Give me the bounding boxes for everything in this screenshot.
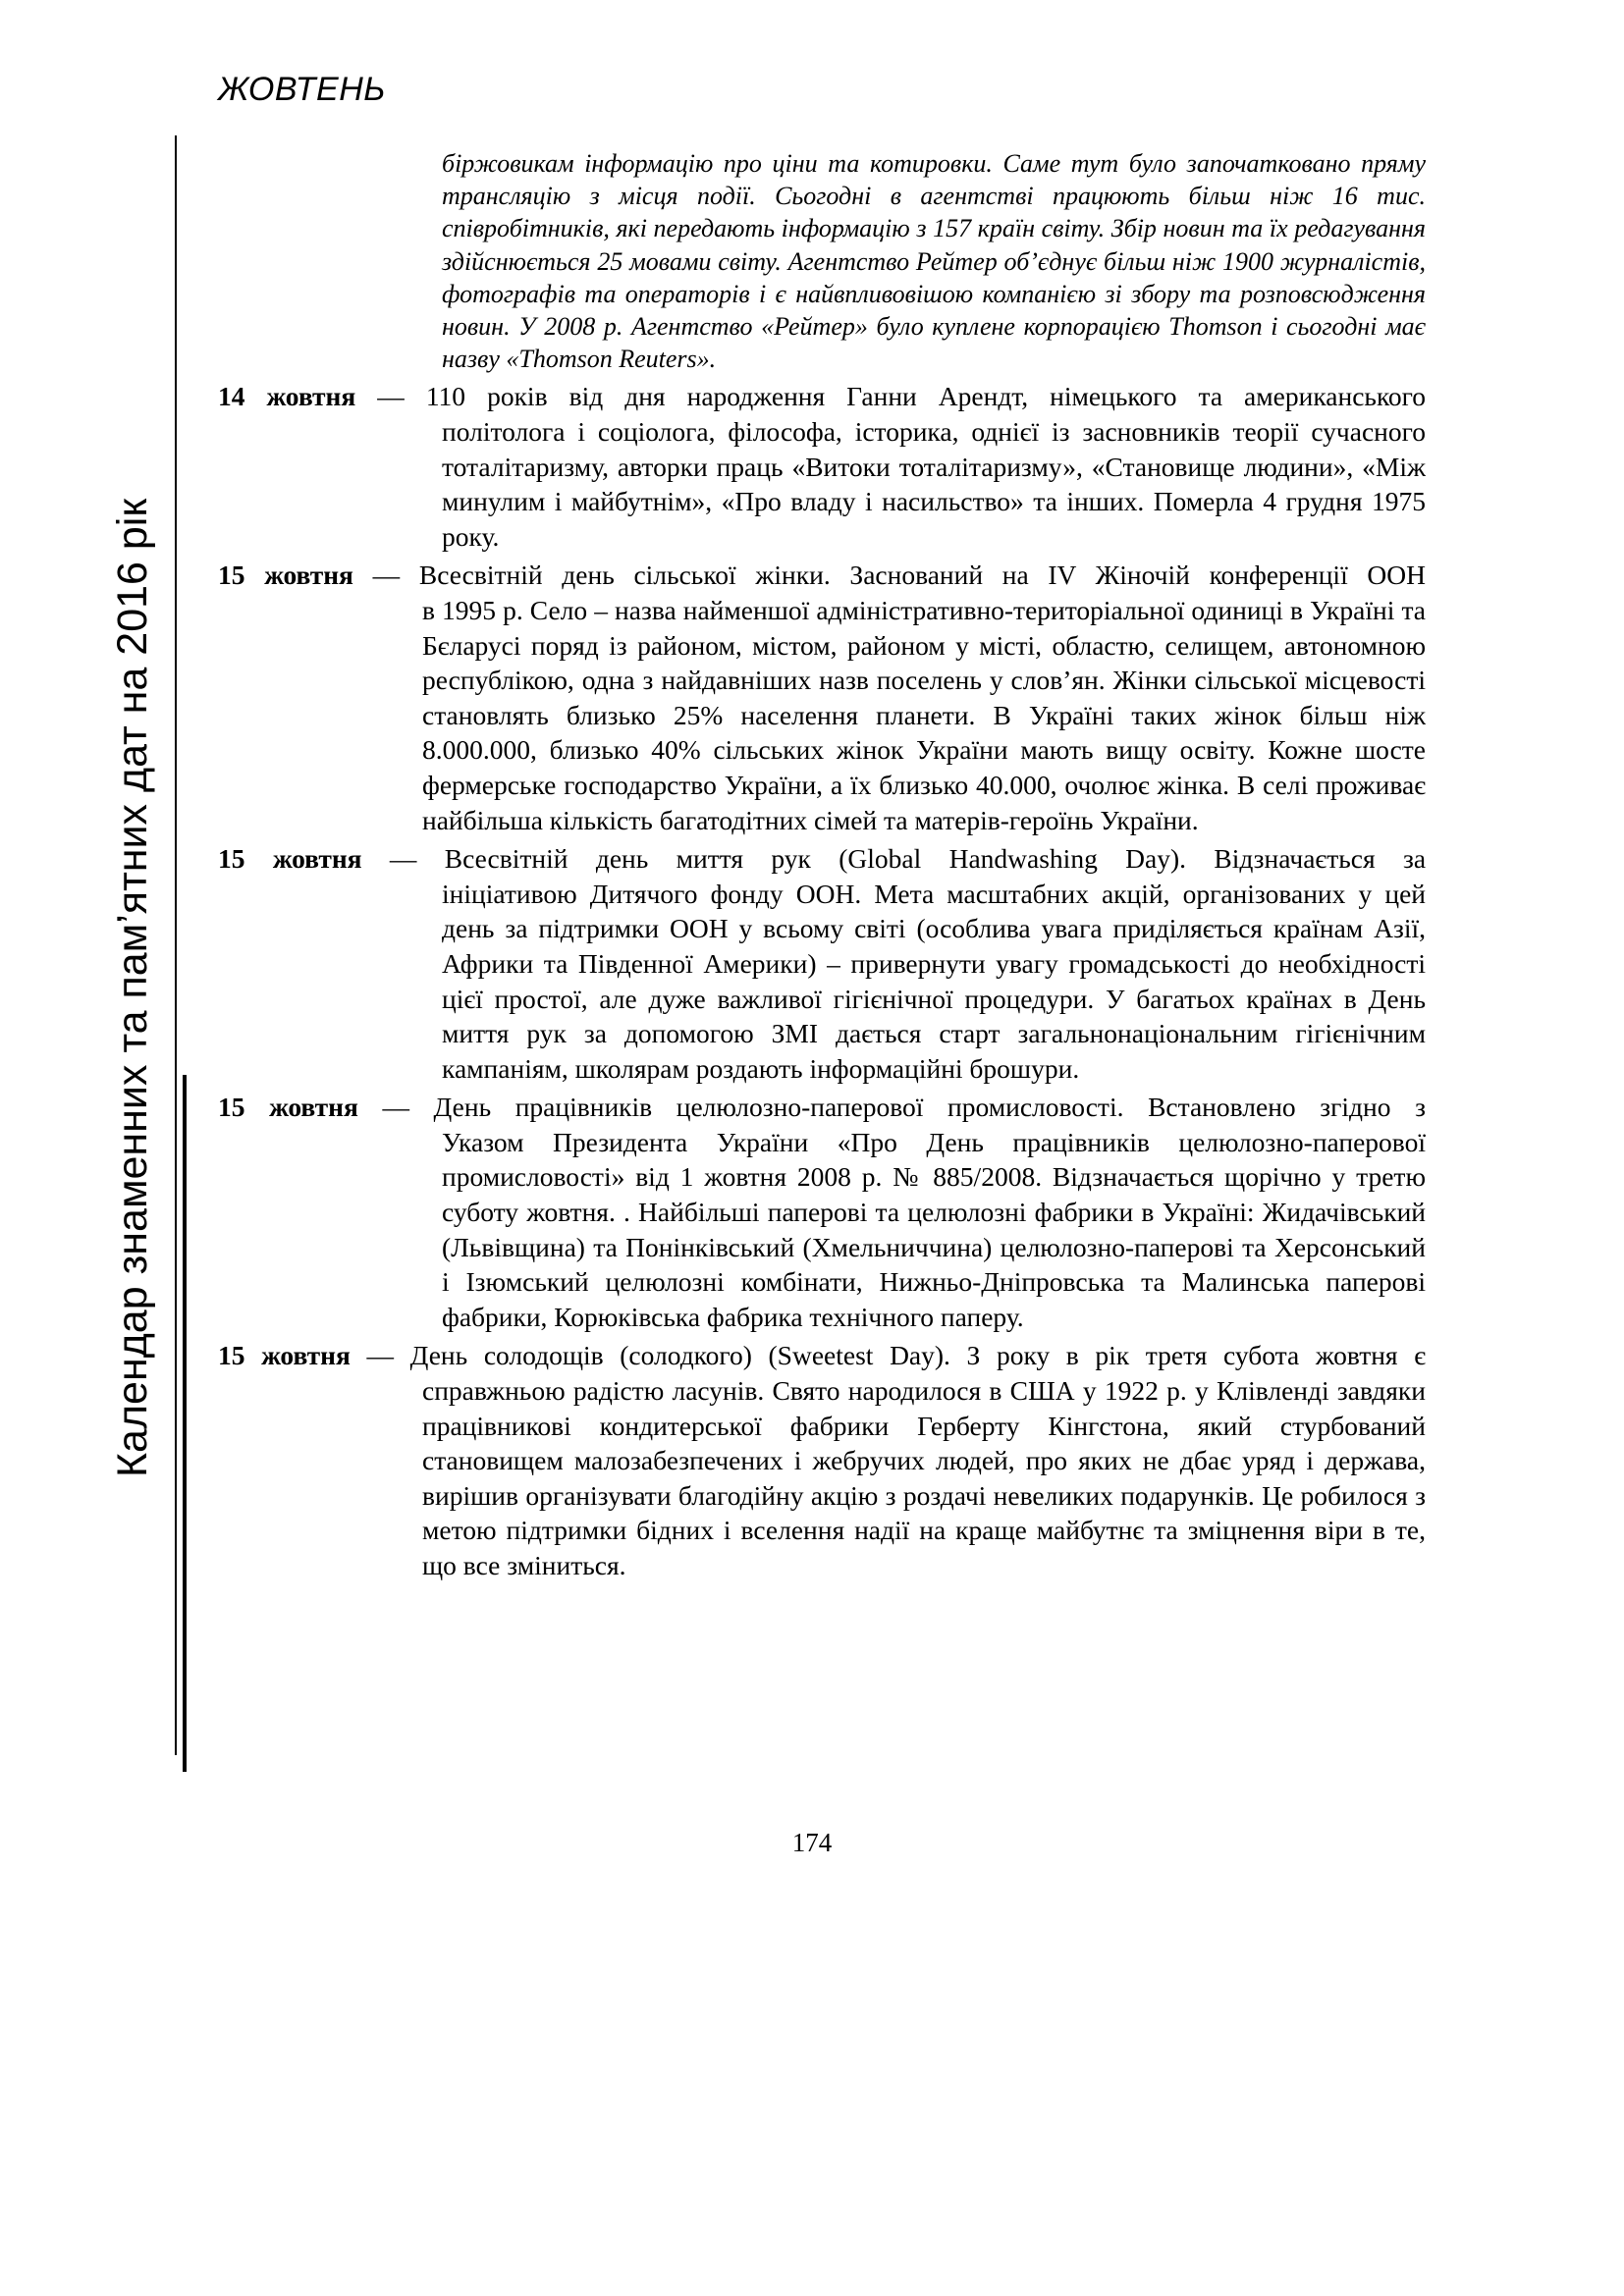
entry-date: 15 жовтня xyxy=(218,560,353,591)
running-header: ЖОВТЕНЬ xyxy=(218,71,386,108)
calendar-entry xyxy=(218,1090,1426,1334)
side-title-container xyxy=(103,437,162,1477)
entry-date: 14 жовтня xyxy=(218,381,356,412)
entry-lead-text: 110 років від дня народження Ганни Арендт, німецького та американського xyxy=(425,381,1427,412)
entry-dash: — xyxy=(352,560,419,591)
entry-lead-text: День солодощів (солодкого) (Sweetest Day). З року в рік третя субота жовтня є xyxy=(409,1340,1427,1371)
entry-body: в 1995 р. Село – назва найменшої адміністративно-територіальної одиниці в Україні та Бєларусі поряд із районом, містом, районом у місті, областю, селищем, автономною республікою, одна з найдавніших назв поселень у слов’ян. Жінки сільської місцевості становлять близько 25% населення планети. В Україні таких жінок більш ніж 8.000.000, близько 40% сільських жінок України мають вищу освіту. Кожне шосте фермерське господарство України, а їх близько 40.000, очолює жінка. В селі проживає найбільша кількість багатодітних сімей та матерів-героїнь України. xyxy=(422,594,1426,835)
entry-first-line xyxy=(218,1090,1426,1125)
entry-first-line xyxy=(218,1338,1426,1373)
entry-head xyxy=(218,1340,410,1370)
entry-lead-text: Всесвітній день миття рук (Global Handwashing Day). Відзначається за xyxy=(444,843,1427,875)
entry-head xyxy=(218,381,426,411)
entry-first-line xyxy=(218,841,1426,877)
entry-lead-text: День працівників целюлозно-паперової промисловості. Встановлено згідно з xyxy=(433,1092,1426,1123)
entry-dash: — xyxy=(355,381,426,412)
entry-head xyxy=(218,843,445,874)
entry-date: 15 жовтня xyxy=(218,843,362,875)
entry-body: Указом Президента України «Про День працівників целюлозно-паперової промисловості» від 1 жовтня 2008 р. № 885/2008. Відзначається щорічно у третю суботу жовтня. . Найбільші паперові та целюлозні фабрики в Україні: Жидачівський (Львівщина) та Понінківський (Хмельниччина) целюлозно-паперові та Херсонський і Ізюмський целюлозні комбінати, Нижньо-Дніпровська та Малинська паперові фабрики, Корюківська фабрика технічного паперу. xyxy=(442,1126,1426,1332)
page-body xyxy=(218,147,1426,1587)
calendar-entry xyxy=(218,1338,1426,1582)
entry-dash: — xyxy=(357,1092,434,1123)
calendar-entry xyxy=(218,379,1426,554)
intro-paragraph: біржовикам інформацію про ціни та котировки. Саме тут було започатковано пряму трансляцію з місця події. Сьогодні в агентстві працюють більш ніж 16 тис. співробітників, які передають інформацію з 157 країн світу. Збір новин та їх редагування здійснюється 25 мовами світу. Агентство Рейтер об’єднує більш ніж 1900 журналістів, фотографів та операторів і є найвпливовішою компанією зі збору та розповсюдження новин. У 2008 р. Агентство «Рейтер» було куплене корпорацією Thomson і сьогодні має назву «Thomson Reuters». xyxy=(442,149,1426,374)
calendar-entry xyxy=(218,558,1426,837)
book-title-vertical: Календар знаменних та пам’ятних дат на 2016 рік xyxy=(109,498,156,1477)
calendar-entry xyxy=(218,841,1426,1086)
entry-body: політолога і соціолога, філософа, історика, однієї із засновників теорії сучасного тоталітаризму, авторки праць «Витоки тоталітаризму», «Становище людини», «Між минулим і майбутнім», «Про владу і насильство» та інших. Померла 4 грудня 1975 року. xyxy=(442,416,1426,552)
entry-date: 15 жовтня xyxy=(218,1092,358,1123)
entry-date: 15 жовтня xyxy=(218,1340,351,1371)
margin-rule-thin xyxy=(175,135,177,1755)
entry-body: ініціативою Дитячого фонду ООН. Мета масштабних акцій, організованих у цей день за підтримки ООН у всьому світі (особлива увага приділяється країнам Азії, Африки та Південної Америки) – привернути увагу громадськості до необхідності цієї простої, але дуже важливої гігієнічної процедури. У багатьох країнах в День миття рук за допомогою ЗМІ дається старт загальнонаціональним гігієнічним кампаніям, школярам роздають інформаційні брошури. xyxy=(442,878,1426,1084)
entry-head xyxy=(218,1092,434,1122)
entry-lead-text: Всесвітній день сільської жінки. Заснований на IV Жіночій конференції ООН xyxy=(418,560,1426,591)
entry-first-line xyxy=(218,379,1426,414)
entry-dash: — xyxy=(361,843,445,875)
entry-dash: — xyxy=(350,1340,410,1371)
entry-body: справжньою радістю ласунів. Свято народилося в США у 1922 р. у Клівленді завдяки працівникові кондитерської фабрики Герберту Кінгстона, який стурбований становищем малозабезпечених і жебручих людей, про яких не дбає уряд і держава, вирішив організувати благодійну акцію з роздачі невеликих подарунків. Це робилося з метою підтримки бідних і вселення надії на краще майбутнє та зміцнення віри в те, що все зміниться. xyxy=(422,1375,1426,1581)
page-number: 174 xyxy=(791,1828,833,1857)
margin-rule-thick xyxy=(183,1075,187,1772)
entry-head xyxy=(218,560,419,590)
entry-first-line xyxy=(218,558,1426,593)
